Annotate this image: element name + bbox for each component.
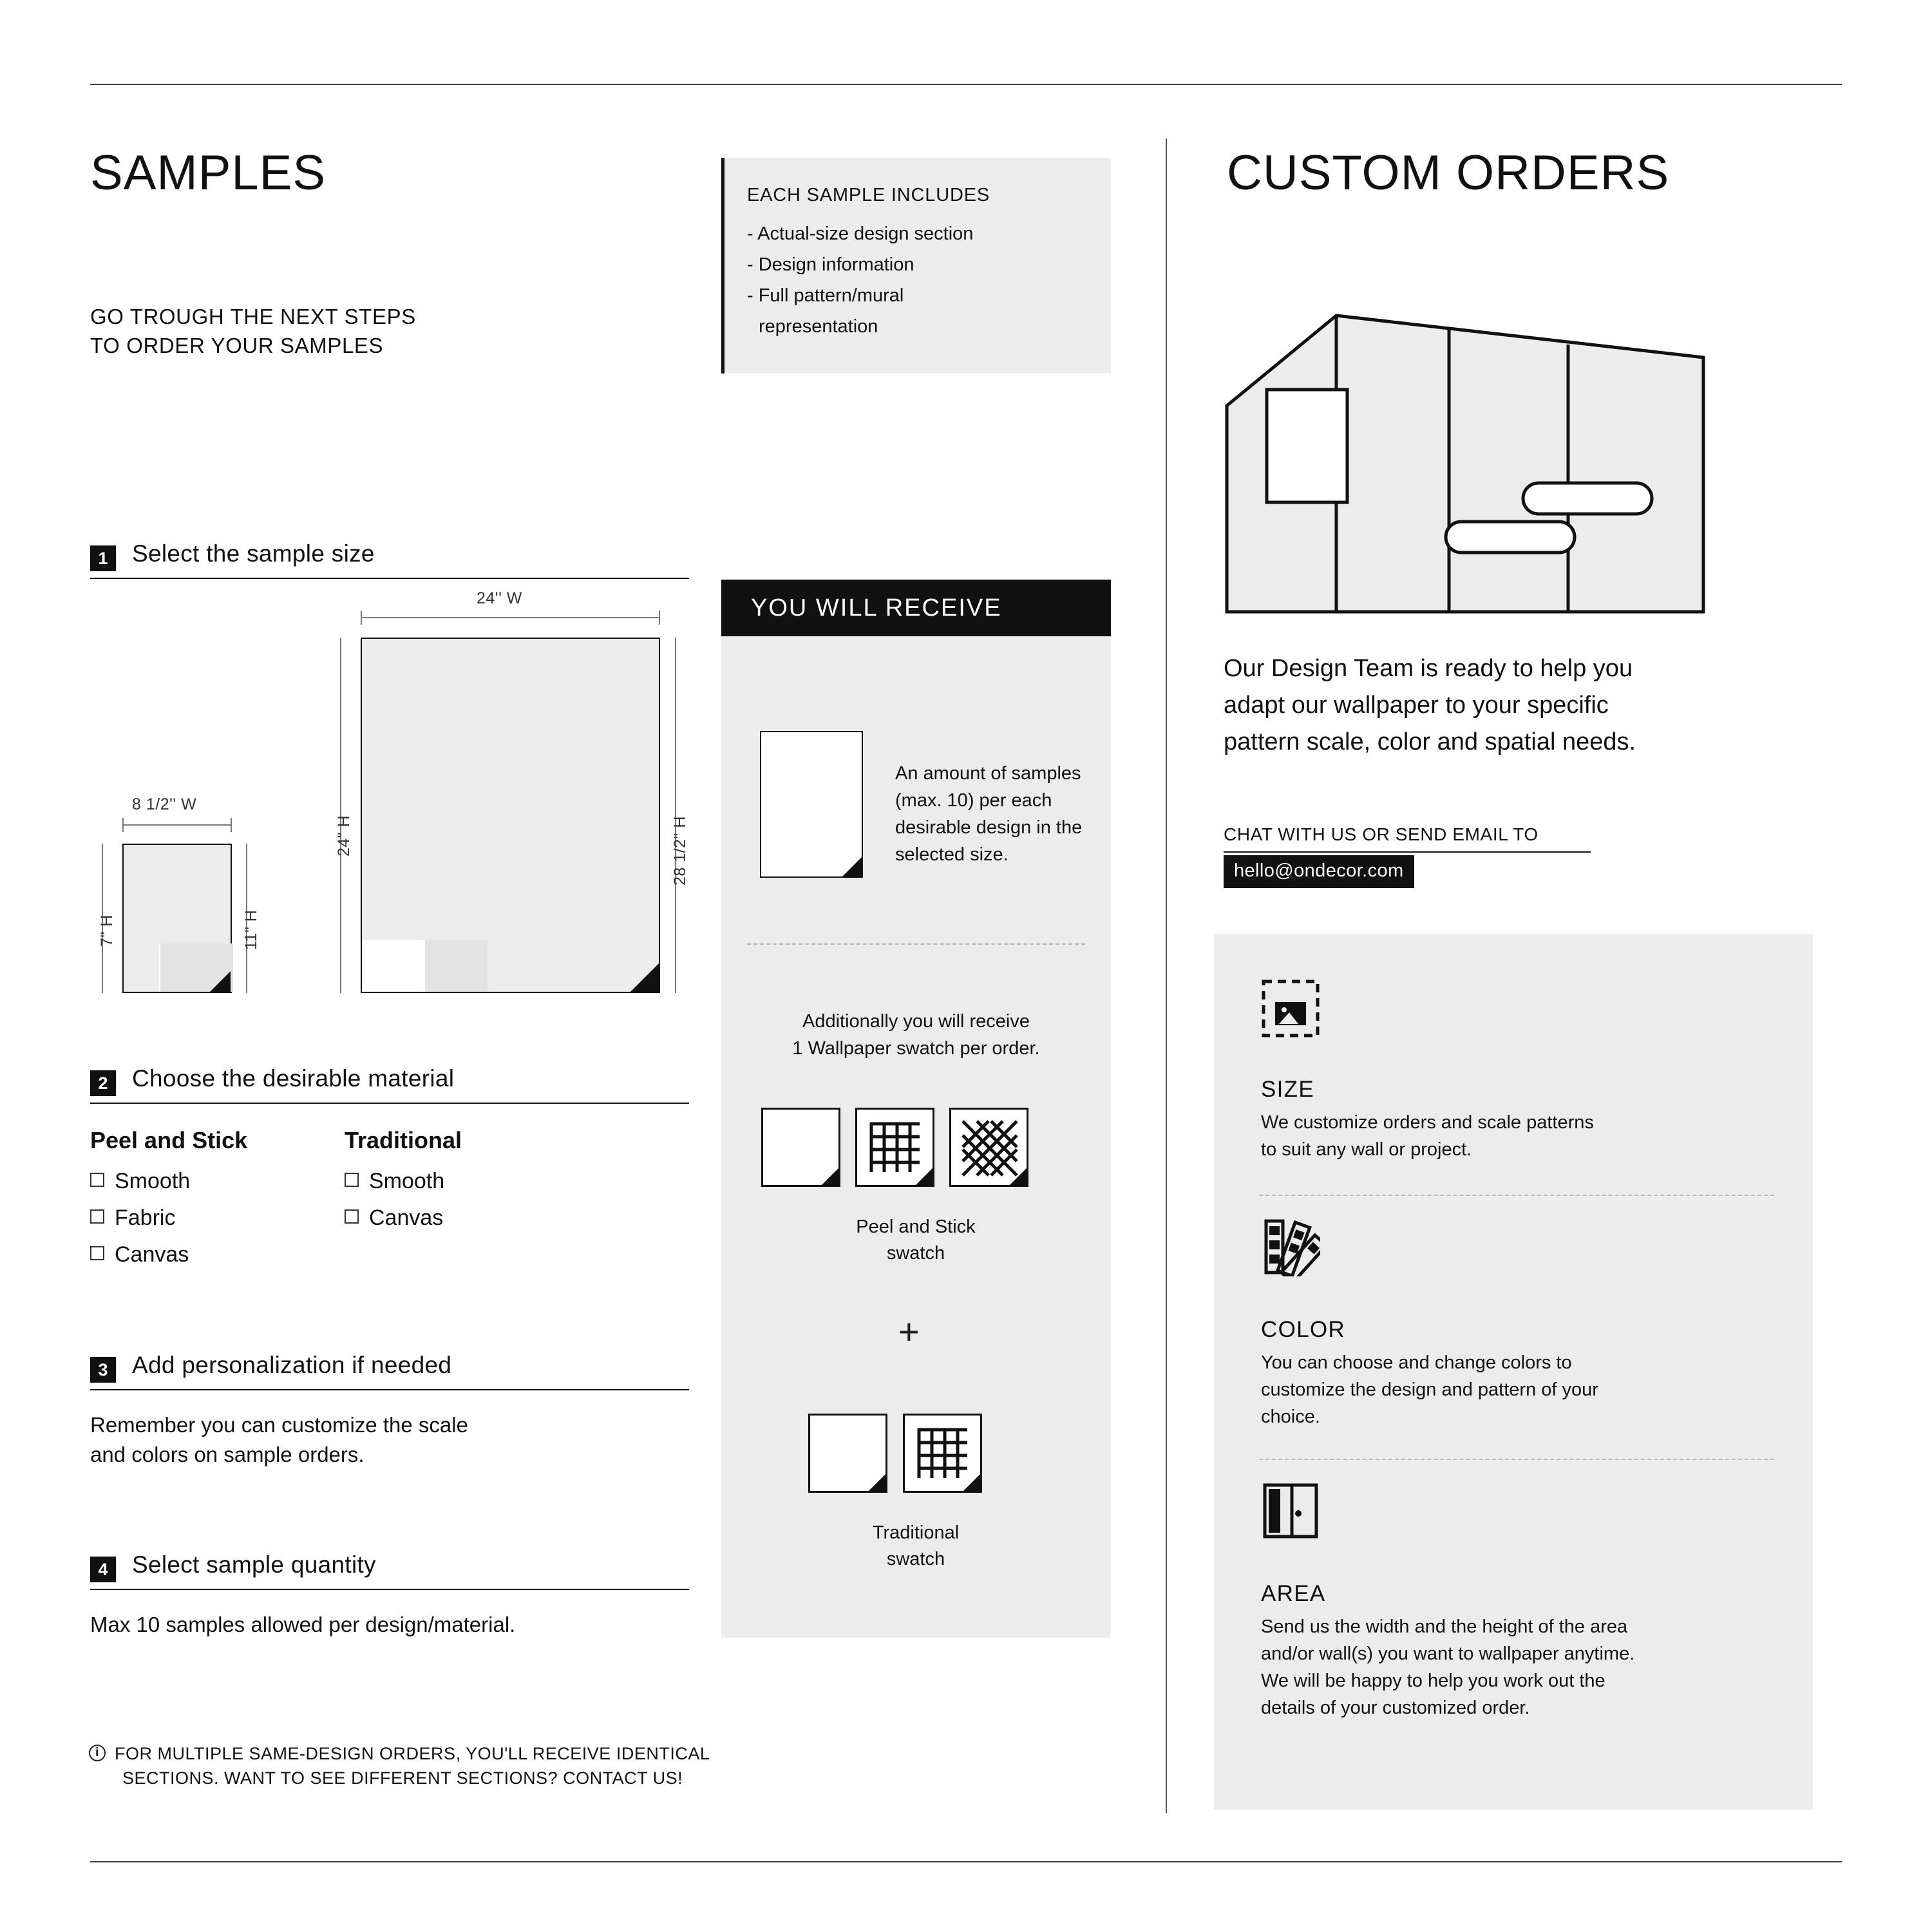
feature-color-title: COLOR bbox=[1261, 1317, 1345, 1342]
material-option-label: Smooth bbox=[369, 1169, 445, 1193]
feature-divider-1 bbox=[1259, 1195, 1774, 1196]
step-4-underline bbox=[90, 1589, 689, 1590]
material-option-peel-canvas[interactable] bbox=[90, 1242, 189, 1267]
trad-swatch-caption-line2: swatch bbox=[886, 1548, 945, 1569]
samples-subtitle-line2: TO ORDER YOUR SAMPLES bbox=[90, 333, 384, 357]
large-width-tick-right bbox=[659, 611, 660, 625]
custom-orders-title: CUSTOM ORDERS bbox=[1227, 146, 1670, 200]
receive-main-text: An amount of samples (max. 10) per each desirable design in the selected size. bbox=[895, 763, 1083, 866]
step-2-number: 2 bbox=[90, 1070, 116, 1096]
material-option-label: Canvas bbox=[115, 1242, 189, 1267]
peel-swatch-caption-line2: swatch bbox=[886, 1242, 945, 1264]
feature-divider-2 bbox=[1259, 1459, 1774, 1460]
includes-item: representation bbox=[759, 316, 878, 337]
sample-sheet-icon bbox=[760, 731, 863, 878]
top-rule bbox=[90, 84, 1842, 85]
small-width-label: 8 1/2'' W bbox=[132, 795, 197, 813]
small-sample-box bbox=[122, 844, 232, 993]
swatch-plain-icon bbox=[761, 1108, 840, 1187]
large-width-tick-left bbox=[361, 611, 362, 625]
custom-orders-lead bbox=[1224, 650, 1803, 761]
material-option-peel-smooth[interactable] bbox=[90, 1169, 190, 1194]
step-1-number: 1 bbox=[90, 545, 116, 571]
includes-list bbox=[747, 219, 1095, 342]
corner-fold-icon bbox=[916, 1168, 933, 1185]
step-2-label: Choose the desirable material bbox=[132, 1065, 455, 1092]
step-2-underline bbox=[90, 1103, 689, 1104]
corner-fold-icon bbox=[869, 1474, 886, 1491]
step-4-body: Max 10 samples allowed per design/material. bbox=[90, 1613, 516, 1636]
feature-size-body-line1: We customize orders and scale patterns bbox=[1261, 1112, 1594, 1133]
feature-size-body bbox=[1261, 1109, 1783, 1163]
room-illustration bbox=[1220, 309, 1710, 618]
samples-subtitle bbox=[90, 303, 416, 360]
material-option-peel-fabric[interactable] bbox=[90, 1206, 175, 1231]
small-width-tick-left bbox=[122, 818, 124, 832]
feature-area-title: AREA bbox=[1261, 1581, 1326, 1606]
small-sample-corner-fold bbox=[210, 971, 231, 992]
bottom-rule bbox=[90, 1861, 1842, 1862]
feature-area-body-line1: Send us the width and the height of the area bbox=[1261, 1616, 1628, 1637]
material-option-trad-smooth[interactable] bbox=[345, 1169, 444, 1194]
receive-additional-line1: Additionally you will receive bbox=[802, 1011, 1030, 1032]
step-3-number: 3 bbox=[90, 1357, 116, 1383]
step-4-label: Select sample quantity bbox=[132, 1551, 376, 1578]
feature-color-body-line3: choice. bbox=[1261, 1406, 1320, 1428]
checkbox-icon[interactable] bbox=[90, 1173, 104, 1187]
large-sample-corner-fold bbox=[630, 963, 659, 992]
step-4-number: 4 bbox=[90, 1557, 116, 1582]
custom-lead-line1: Our Design Team is ready to help you bbox=[1224, 655, 1633, 682]
small-height-label: 7" H bbox=[98, 914, 116, 947]
small-width-tick bbox=[122, 824, 232, 826]
large-sample-inner-gray bbox=[425, 940, 488, 992]
footer-note-line2: SECTIONS. WANT TO SEE DIFFERENT SECTIONS? CONTACT US! bbox=[122, 1768, 683, 1788]
corner-fold-icon bbox=[822, 1168, 838, 1185]
checkbox-icon[interactable] bbox=[90, 1209, 104, 1224]
receive-divider bbox=[747, 943, 1085, 945]
step-3-body-line1: Remember you can customize the scale bbox=[90, 1413, 468, 1437]
custom-lead-line2: adapt our wallpaper to your specific bbox=[1224, 692, 1609, 719]
image-frame-icon bbox=[1261, 979, 1320, 1038]
includes-item: - Design information bbox=[747, 254, 914, 275]
step-3-underline bbox=[90, 1389, 689, 1390]
trad-swatch-plain-icon bbox=[808, 1414, 887, 1493]
checkbox-icon[interactable] bbox=[90, 1246, 104, 1260]
samples-subtitle-line1: GO TROUGH THE NEXT STEPS bbox=[90, 305, 416, 328]
peel-swatch-caption bbox=[787, 1214, 1045, 1266]
material-col1-title: Peel and Stick bbox=[90, 1127, 248, 1153]
swatch-grid-icon bbox=[855, 1108, 934, 1187]
material-col2-title: Traditional bbox=[345, 1127, 462, 1153]
feature-area-body-line4: details of your customized order. bbox=[1261, 1698, 1530, 1719]
plus-icon: + bbox=[898, 1311, 920, 1352]
material-option-trad-canvas[interactable] bbox=[345, 1206, 443, 1231]
checkbox-icon[interactable] bbox=[345, 1173, 359, 1187]
chat-label: CHAT WITH US OR SEND EMAIL TO bbox=[1224, 824, 1539, 844]
includes-item: - Full pattern/mural bbox=[747, 285, 904, 306]
receive-additional-text bbox=[721, 1008, 1111, 1062]
receive-additional-line2: 1 Wallpaper swatch per order. bbox=[792, 1038, 1040, 1059]
step-1-underline bbox=[90, 578, 689, 579]
step-1-label: Select the sample size bbox=[132, 540, 375, 567]
feature-size-body-line2: to suit any wall or project. bbox=[1261, 1139, 1472, 1160]
footer-note-line1: FOR MULTIPLE SAME-DESIGN ORDERS, YOU'LL RECEIVE IDENTICAL bbox=[115, 1744, 710, 1763]
color-swatch-fan-icon bbox=[1261, 1217, 1320, 1276]
step-3-body bbox=[90, 1410, 689, 1470]
peel-swatch-caption-line1: Peel and Stick bbox=[856, 1217, 976, 1237]
step-3-body-line2: and colors on sample orders. bbox=[90, 1443, 365, 1467]
feature-area-body-line3: We will be happy to help you work out the bbox=[1261, 1671, 1605, 1692]
material-option-label: Fabric bbox=[115, 1206, 176, 1230]
corner-fold-icon bbox=[963, 1474, 980, 1491]
large-height-right-label: 28 1/2" H bbox=[671, 816, 689, 886]
corner-fold-icon bbox=[1010, 1168, 1027, 1185]
feature-area-body-line2: and/or wall(s) you want to wallpaper anytime. bbox=[1261, 1643, 1635, 1665]
checkbox-icon[interactable] bbox=[345, 1209, 359, 1224]
chat-underline bbox=[1224, 851, 1591, 853]
step-3-label: Add personalization if needed bbox=[132, 1352, 452, 1378]
feature-color-body-line1: You can choose and change colors to bbox=[1261, 1352, 1572, 1373]
feature-color-body bbox=[1261, 1349, 1783, 1430]
large-height-label: 24" H bbox=[335, 815, 353, 857]
you-will-receive-header: YOU WILL RECEIVE bbox=[721, 580, 1111, 636]
feature-color-body-line2: customize the design and pattern of your bbox=[1261, 1379, 1598, 1401]
large-height-right-tick bbox=[675, 638, 676, 993]
large-width-label: 24'' W bbox=[477, 589, 522, 607]
material-option-label: Canvas bbox=[369, 1206, 444, 1230]
small-height-right-label: 11" H bbox=[242, 909, 260, 950]
trad-swatch-grid-icon bbox=[903, 1414, 982, 1493]
large-sample-box bbox=[361, 638, 660, 993]
custom-lead-line3: pattern scale, color and spatial needs. bbox=[1224, 728, 1636, 755]
swatch-diagonal-icon bbox=[949, 1108, 1028, 1187]
samples-title: SAMPLES bbox=[90, 146, 327, 200]
includes-item: - Actual-size design section bbox=[747, 223, 974, 244]
column-divider bbox=[1166, 138, 1167, 1813]
trad-swatch-caption bbox=[787, 1520, 1045, 1572]
email-link[interactable]: hello@ondecor.com bbox=[1224, 855, 1414, 888]
footer-note bbox=[90, 1742, 895, 1791]
material-option-label: Smooth bbox=[115, 1169, 191, 1193]
corner-fold-icon bbox=[842, 857, 862, 876]
small-width-tick-right bbox=[231, 818, 232, 832]
includes-title: EACH SAMPLE INCLUDES bbox=[747, 185, 990, 205]
each-sample-includes-box bbox=[721, 158, 1111, 374]
feature-area-body bbox=[1261, 1613, 1783, 1721]
info-icon: i bbox=[89, 1745, 106, 1761]
large-width-tick bbox=[361, 617, 660, 618]
trad-swatch-caption-line1: Traditional bbox=[872, 1522, 960, 1543]
wall-panels-icon bbox=[1261, 1481, 1320, 1540]
feature-size-title: SIZE bbox=[1261, 1077, 1314, 1102]
